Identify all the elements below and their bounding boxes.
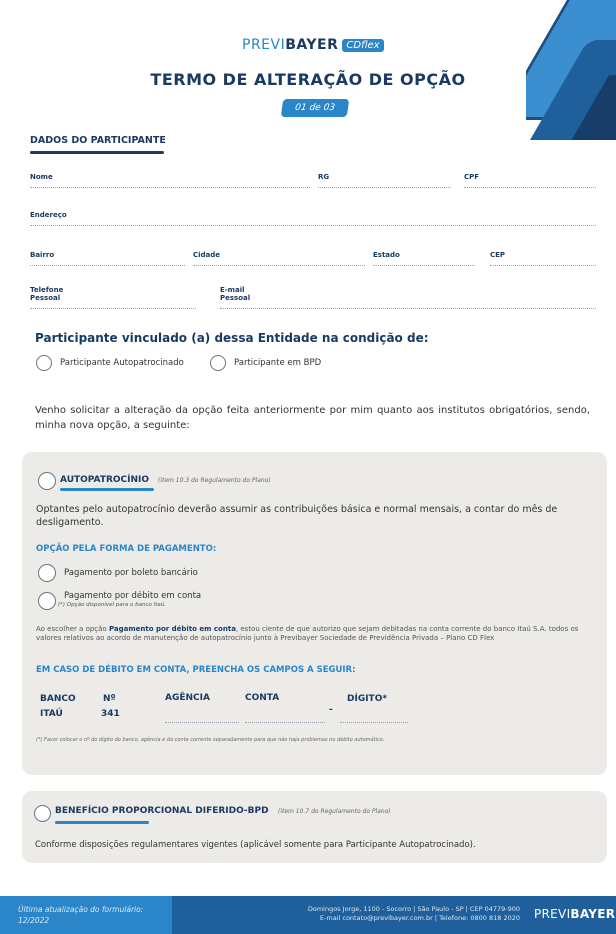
- footer-updated-block: [0, 896, 172, 934]
- section-underline: [30, 151, 164, 154]
- conta-dash: -: [329, 705, 333, 715]
- page-indicator: 01 de 03: [281, 99, 350, 117]
- autopatrocinio-underline: [60, 488, 154, 491]
- debit-fields-heading: EM CASO DE DÉBITO EM CONTA, PREENCHA OS CAMPOS A SEGUIR:: [36, 665, 356, 675]
- radio-autopatrocinado[interactable]: [36, 355, 52, 371]
- footer-logo: PREVIBAYER: [534, 907, 616, 921]
- field-bairro[interactable]: Bairro: [30, 251, 185, 266]
- footer-address-line1: Domingos Jorge, 1100 - Socorro | São Paulo - SP | CEP 04779-900: [307, 905, 520, 913]
- digito-input[interactable]: [340, 722, 408, 723]
- field-cep[interactable]: CEP: [490, 251, 596, 266]
- autopatrocinio-title: AUTOPATROCÍNIO: [60, 475, 150, 485]
- field-email[interactable]: E-mail Pessoal: [220, 286, 596, 309]
- vinculo-heading: Participante vinculado (a) dessa Entidade na condição de:: [35, 331, 429, 345]
- footer-updated: Última atualização do formulário: 12/2022: [18, 905, 144, 925]
- debit-availability-note: (*) Opção disponível para o banco Itaú.: [58, 602, 167, 608]
- field-telefone[interactable]: Telefone Pessoal: [30, 286, 196, 309]
- section-heading-participant: DADOS DO PARTICIPANTE: [30, 135, 166, 146]
- agencia-label: AGÊNCIA: [165, 693, 210, 703]
- field-cidade[interactable]: Cidade: [193, 251, 365, 266]
- radio-bpd[interactable]: [210, 355, 226, 371]
- conta-input[interactable]: [245, 722, 325, 723]
- conta-label: CONTA: [245, 693, 280, 703]
- autopatrocinio-ref: (item 10.3 do Regulamento do Plano): [158, 477, 271, 484]
- digito-label: DÍGITO*: [347, 694, 388, 704]
- previbayer-logo: PREVIBAYER CDflex: [242, 36, 384, 54]
- banco-label: BANCO: [40, 694, 76, 704]
- numero-value: 341: [101, 709, 120, 719]
- request-text: Venho solicitar a alteração da opção feita anteriormente por mim quanto aos institutos obrigatórios, sendo, minha nova opção, a seguinte:: [35, 405, 590, 431]
- debit-authorization-note: Ao escolher a opção Pagamento por débito em conta, estou ciente de que autorizo que sejam debitadas na conta corrente do banco Itaú S.A. todos os valores relativos ao acordo de manutenção de autopatrocínio junto à Previbayer Sociedade de Previdência Privada – Plano CD Flex: [36, 625, 579, 642]
- label-boleto: Pagamento por boleto bancário: [64, 568, 198, 578]
- payment-heading: OPÇÃO PELA FORMA DE PAGAMENTO:: [36, 544, 217, 554]
- agencia-input[interactable]: [165, 722, 239, 723]
- radio-boleto[interactable]: [38, 564, 56, 582]
- radio-autopatrocinio[interactable]: [38, 472, 56, 490]
- autopatrocinio-text: Optantes pelo autopatrocínio deverão assumir as contribuições básica e normal mensais, a contar do mês de desligamento.: [36, 504, 558, 528]
- field-endereco[interactable]: Endereço: [30, 211, 596, 226]
- radio-bpd-beneficio[interactable]: [34, 805, 51, 822]
- footer-contact-line: E-mail contato@previbayer.com.br | Telefone: 0800 818 2020: [319, 914, 520, 922]
- label-bpd: Participante em BPD: [234, 358, 322, 368]
- bpd-ref: (item 10.7 do Regulamento do Plano): [278, 808, 391, 815]
- footer: [0, 896, 616, 934]
- banco-value: ITAÚ: [40, 709, 63, 719]
- field-rg[interactable]: RG: [318, 173, 451, 188]
- numero-label: Nº: [103, 694, 116, 704]
- page-title: TERMO DE ALTERAÇÃO DE OPÇÃO: [150, 70, 466, 89]
- bpd-title: BENEFÍCIO PROPORCIONAL DIFERIDO-BPD: [55, 806, 269, 816]
- radio-debito[interactable]: [38, 592, 56, 610]
- bank-footnote: (*) Favor colocar o nº do dígito do banco, agência e da conta corrente separadamente para que não haja problemas no débito automático.: [36, 737, 385, 743]
- footer-address: [260, 905, 520, 923]
- field-nome[interactable]: Nome: [30, 173, 310, 188]
- bpd-panel: [22, 791, 607, 863]
- field-cpf[interactable]: CPF: [464, 173, 596, 188]
- label-debito: Pagamento por débito em conta: [64, 591, 202, 601]
- autopatrocinio-panel: [22, 452, 607, 775]
- bpd-text: Conforme disposições regulamentares vigentes (aplicável somente para Participante Autopatrocinado).: [35, 840, 476, 850]
- label-autopatrocinado: Participante Autopatrocinado: [60, 358, 184, 368]
- field-estado[interactable]: Estado: [373, 251, 475, 266]
- bpd-underline: [55, 821, 149, 824]
